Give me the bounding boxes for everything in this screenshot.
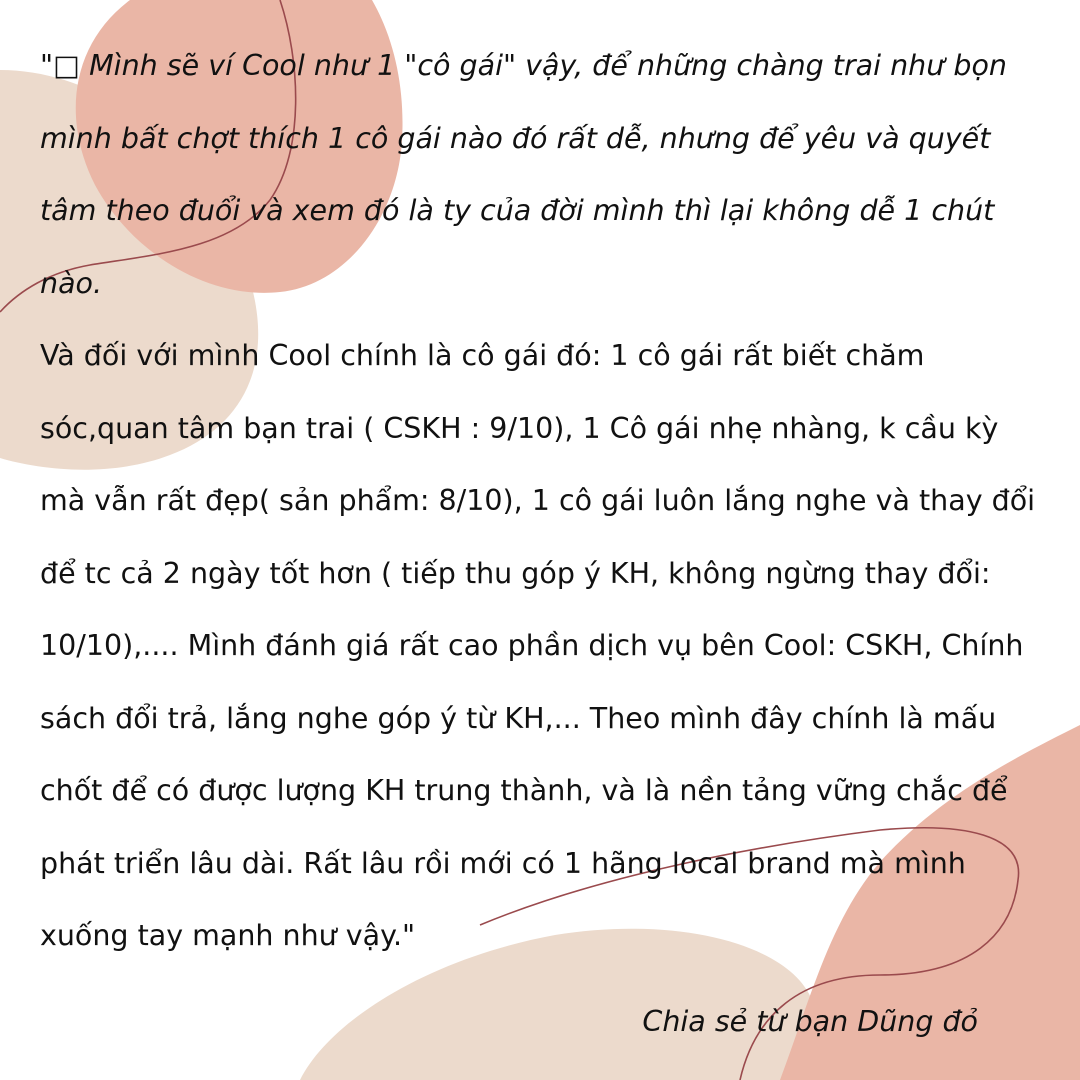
quote-intro: "□ Mình sẽ ví Cool như 1 "cô gái" vậy, để những chàng trai như bọn mình bất chợt thích 1 cô gái nào đó rất dễ, nhưng để yêu và quyết tâm theo đuổi và xem đó là ty của đời mình thì lại không dễ 1 chút nào. xyxy=(40,49,1007,300)
quote-text-block xyxy=(40,30,1050,973)
signature: Chia sẻ từ bạn Dũng đỏ xyxy=(642,1005,978,1038)
quote-body: Và đối với mình Cool chính là cô gái đó: 1 cô gái rất biết chăm sóc,quan tâm bạn trai ( CSKH : 9/10), 1 Cô gái nhẹ nhàng, k cầu kỳ mà vẫn rất đẹp( sản phẩm: 8/10), 1 cô gái luôn lắng nghe và thay đổi để tc cả 2 ngày tốt hơn ( tiếp thu góp ý KH, không ngừng thay đổi: 10/10),.... Mình đánh giá rất cao phần dịch vụ bên Cool: CSKH, Chính sách đổi trả, lắng nghe góp ý từ KH,... Theo mình đây chính là mấu chốt để có được lượng KH trung thành, và là nền tảng vững chắc để phát triển lâu dài. Rất lâu rồi mới có 1 hãng local brand mà mình xuống tay mạnh như vậy." xyxy=(40,339,1036,952)
